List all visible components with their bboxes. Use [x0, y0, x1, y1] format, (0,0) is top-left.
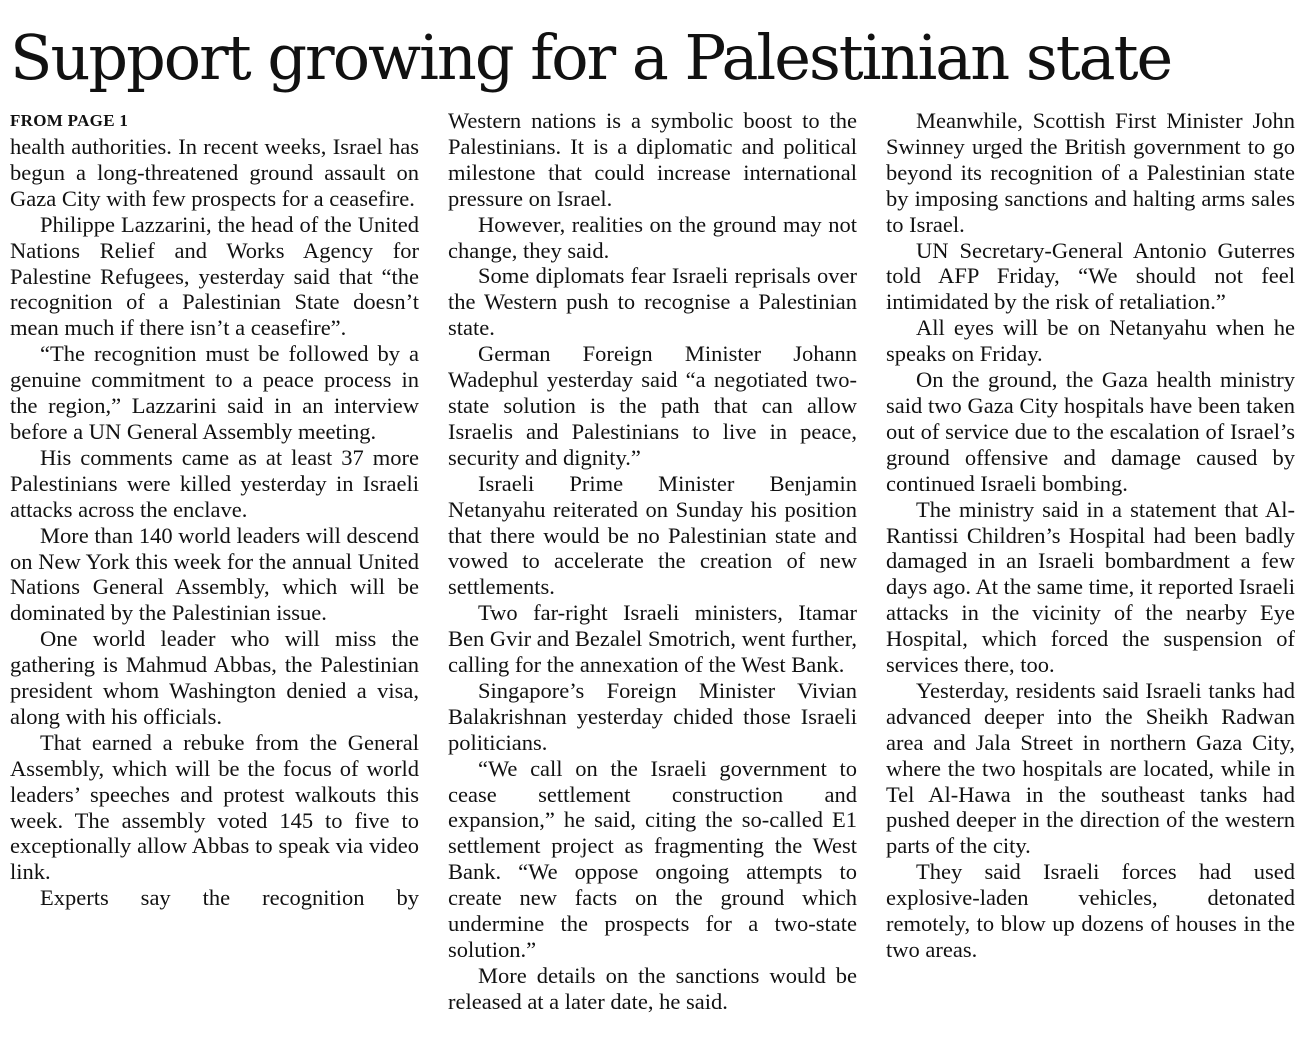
paragraph: All eyes will be on Netanyahu when he speaks on Friday. [886, 315, 1295, 367]
continuation-kicker: FROM PAGE 1 [10, 111, 129, 130]
paragraph: Two far-right Israeli ministers, Itamar Ben Gvir and Bezalel Smotrich, went further, calling for the annexation of the West Bank. [448, 600, 857, 678]
paragraph: German Foreign Minister Johann Wadephul yesterday said “a negotiated two-state solution is the path that can allow Israelis and Palestinians to live in peace, security and dignity.” [448, 341, 857, 470]
paragraph: His comments came as at least 37 more Palestinians were killed yesterday in Israeli attacks across the enclave. [10, 444, 419, 522]
paragraph: Yesterday, residents said Israeli tanks had advanced deeper into the Sheikh Radwan area and Jala Street in northern Gaza City, where the two hospitals are located, while in Tel Al-Hawa in the southeast tanks had pushed deeper in the direction of the western parts of the city. [886, 677, 1295, 859]
paragraph: Singapore’s Foreign Minister Vivian Balakrishnan yesterday chided those Israeli politicians. [448, 677, 857, 755]
paragraph: Western nations is a symbolic boost to the Palestinians. It is a diplomatic and political milestone that could increase international pressure on Israel. [448, 108, 857, 211]
paragraph: More details on the sanctions would be released at a later date, he said. [448, 962, 857, 1014]
paragraph: “We call on the Israeli government to cease settlement construction and expansion,” he said, citing the so-called E1 settlement project as fragmenting the West Bank. “We oppose ongoing attempts to create new facts on the ground which undermine the prospects for a two-state solution.” [448, 755, 857, 962]
paragraph: Experts say the recognition by [40, 885, 419, 911]
paragraph: That earned a rebuke from the General Assembly, which will be the focus of world leaders’ speeches and protest walkouts this week. The assembly voted 145 to five to exceptionally allow Abbas to speak via video link. [10, 729, 419, 885]
paragraph: Meanwhile, Scottish First Minister John Swinney urged the British government to go beyond its recognition of a Palestinian state by imposing sanctions and halting arms sales to Israel. [886, 108, 1295, 237]
paragraph: UN Secretary-General Antonio Guterres told AFP Friday, “We should not feel intimidated by the risk of retaliation.” [886, 237, 1295, 315]
article-column-2 [448, 108, 857, 1015]
paragraph: Some diplomats fear Israeli reprisals over the Western push to recognise a Palestinian state. [448, 263, 857, 341]
paragraph: The ministry said in a statement that Al-Rantissi Children’s Hospital had been badly damaged in an Israeli bombardment a few days ago. At the same time, it reported Israeli attacks in the vicinity of the nearby Eye Hospital, which forced the suspension of services there, too. [886, 496, 1295, 678]
paragraph: Philippe Lazzarini, the head of the United Nations Relief and Works Agency for Palestine Refugees, yesterday said that “the recognition of a Palestinian State doesn’t mean much if there isn’t a ceasefire”. [10, 211, 419, 341]
headline: Support growing for a Palestinian state [10, 21, 1172, 94]
paragraph: health authorities. In recent weeks, Israel has begun a long-threatened ground assault on Gaza City with few prospects for a ceasefire. [10, 134, 419, 211]
paragraph: “The recognition must be followed by a genuine commitment to a peace process in the region,” Lazzarini said in an interview before a UN General Assembly meeting. [10, 341, 419, 444]
article-column-1 [10, 108, 419, 911]
article-column-3 [886, 108, 1295, 963]
paragraph: On the ground, the Gaza health ministry said two Gaza City hospitals have been taken out of service due to the escalation of Israel’s ground offensive and damage caused by continued Israeli bombing. [886, 367, 1295, 496]
paragraph: However, realities on the ground may not change, they said. [448, 211, 857, 263]
paragraph: More than 140 world leaders will descend on New York this week for the annual United Nations General Assembly, which will be dominated by the Palestinian issue. [10, 522, 419, 626]
paragraph: They said Israeli forces had used explosive-laden vehicles, detonated remotely, to blow up dozens of houses in the two areas. [886, 859, 1295, 962]
paragraph: Israeli Prime Minister Benjamin Netanyahu reiterated on Sunday his position that there would be no Palestinian state and vowed to accelerate the creation of new settlements. [448, 470, 857, 600]
paragraph: One world leader who will miss the gathering is Mahmud Abbas, the Palestinian president whom Washington denied a visa, along with his officials. [10, 626, 419, 729]
